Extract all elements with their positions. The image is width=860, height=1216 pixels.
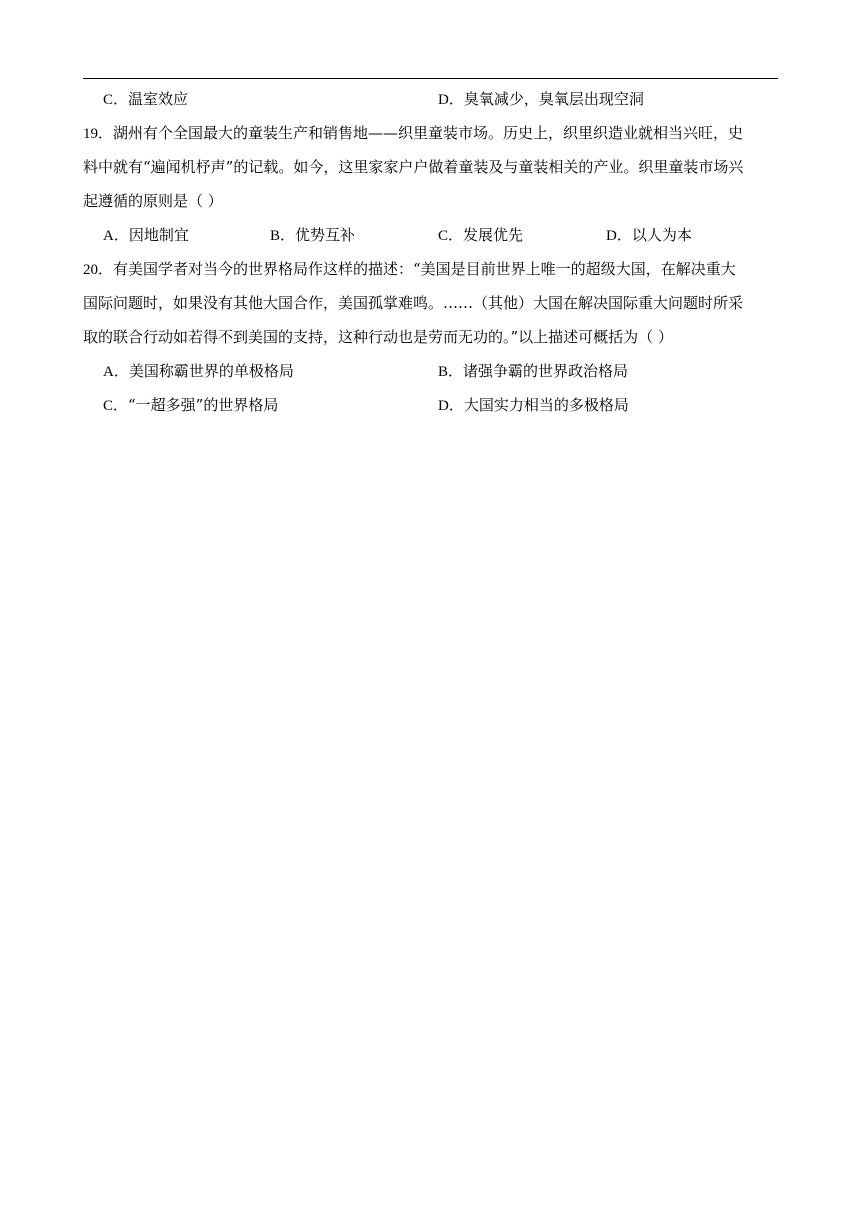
q19-option-a — [103, 225, 189, 245]
option-key: A． — [103, 364, 129, 380]
q20-option-c — [103, 395, 278, 415]
option-text: 臭氧减少，臭氧层出现空洞 — [463, 90, 644, 108]
option-key: C． — [438, 228, 464, 244]
q19-option-c — [438, 225, 523, 245]
q19-option-d — [606, 225, 692, 245]
option-key: D． — [606, 228, 632, 244]
q20-line-1 — [83, 259, 736, 279]
option-text: 发展优先 — [463, 226, 524, 244]
q20-line-3 — [83, 327, 673, 347]
q20-option-a — [103, 361, 294, 381]
option-text: 温室效应 — [128, 90, 189, 108]
option-key: B． — [438, 364, 464, 380]
option-key: A． — [103, 228, 129, 244]
option-text: 以人为本 — [631, 226, 692, 244]
option-key: D． — [438, 92, 464, 108]
q18-option-c — [103, 89, 188, 109]
q20-option-b — [438, 361, 628, 381]
option-key: C． — [103, 398, 129, 414]
q18-option-d — [438, 89, 644, 109]
q19-line-3 — [83, 191, 223, 211]
option-text: “一超多强”的世界格局 — [128, 396, 279, 414]
q19-line-2 — [83, 157, 743, 177]
option-text: 优势互补 — [295, 226, 356, 244]
question-number: 19． — [83, 126, 114, 142]
question-text: 国际问题时，如果没有其他大国合作，美国孤掌难鸣。……（其他）大国在解决国际重大问题时所采 — [83, 294, 744, 312]
option-text: 因地制宜 — [128, 226, 189, 244]
q19-option-b — [270, 225, 355, 245]
q20-line-2 — [83, 293, 743, 313]
question-text: 料中就有“遍闻机杼声”的记载。如今，这里家家户户做着童装及与童装相关的产业。织里童装市场兴 — [83, 158, 744, 176]
option-text: 大国实力相当的多极格局 — [463, 396, 629, 414]
option-key: B． — [270, 228, 296, 244]
option-text: 美国称霸世界的单极格局 — [128, 362, 294, 380]
question-text: 起遵循的原则是（ ） — [83, 192, 223, 210]
question-text: 湖州有个全国最大的童装生产和销售地——织里童装市场。历史上，织里织造业就相当兴旺，史 — [113, 124, 744, 142]
option-key: D． — [438, 398, 464, 414]
option-text: 诸强争霸的世界政治格局 — [463, 362, 629, 380]
question-number: 20． — [83, 262, 114, 278]
question-text: 取的联合行动如若得不到美国的支持，这种行动也是劳而无功的。”以上描述可概括为（ ） — [83, 328, 673, 346]
q19-line-1 — [83, 123, 743, 143]
header-rule — [83, 78, 778, 79]
question-text: 有美国学者对当今的世界格局作这样的描述：“美国是目前世界上唯一的超级大国，在解决重大 — [113, 260, 736, 278]
option-key: C． — [103, 92, 129, 108]
q20-option-d — [438, 395, 629, 415]
